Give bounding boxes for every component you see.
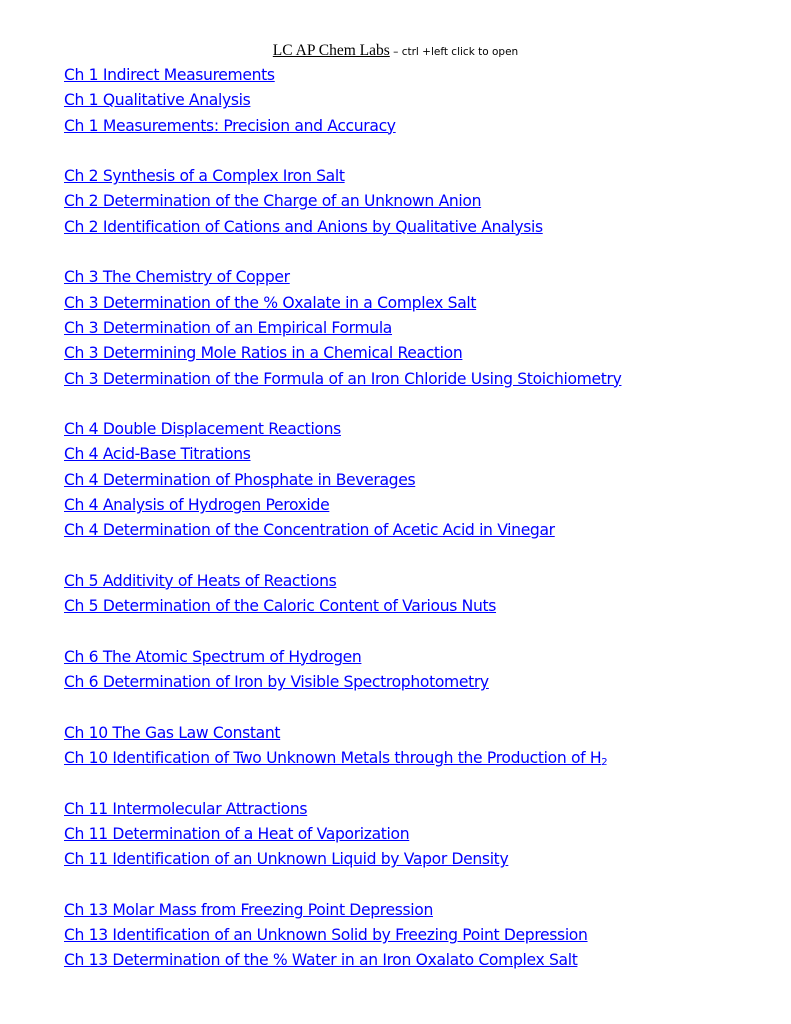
lab-link[interactable]: Ch 11 Intermolecular Attractions xyxy=(64,799,308,818)
lab-link[interactable]: Ch 13 Determination of the % Water in an Iron Oxalato Complex Salt xyxy=(64,951,578,970)
lab-link[interactable]: Ch 13 Molar Mass from Freezing Point Depression xyxy=(64,900,433,919)
lab-link[interactable]: Ch 10 The Gas Law Constant xyxy=(64,723,281,742)
lab-link[interactable]: Ch 3 Determination of an Empirical Formula xyxy=(64,318,393,337)
lab-link[interactable]: Ch 6 Determination of Iron by Visible Spectrophotometry xyxy=(64,673,489,692)
lab-link[interactable] xyxy=(64,746,764,771)
chapter-2-group xyxy=(64,164,764,240)
lab-link[interactable]: Ch 2 Identification of Cations and Anions by Qualitative Analysis xyxy=(64,217,543,236)
lab-link[interactable]: Ch 4 Double Displacement Reactions xyxy=(64,420,341,439)
lab-link[interactable]: Ch 1 Indirect Measurements xyxy=(64,66,275,84)
page-title: LC AP Chem Labs xyxy=(272,42,390,59)
lab-link[interactable]: Ch 4 Determination of the Concentration of Acetic Acid in Vinegar xyxy=(64,521,555,540)
lab-link[interactable]: Ch 11 Identification of an Unknown Liquid by Vapor Density xyxy=(64,850,509,869)
lab-link[interactable]: Ch 2 Synthesis of a Complex Iron Salt xyxy=(64,167,345,186)
header-note: – ctrl +left click to open xyxy=(389,46,519,58)
lab-link[interactable]: Ch 5 Additivity of Heats of Reactions xyxy=(64,571,337,590)
chapter-4-group xyxy=(64,417,764,543)
lab-link[interactable]: Ch 5 Determination of the Caloric Content of Various Nuts xyxy=(64,597,497,616)
lab-link[interactable]: Ch 3 Determination of the Formula of an Iron Chloride Using Stoichiometry xyxy=(64,369,622,388)
lab-link[interactable]: Ch 11 Determination of a Heat of Vaporization xyxy=(64,824,410,843)
lab-link[interactable]: Ch 4 Acid-Base Titrations xyxy=(64,445,251,464)
lab-link-text: Ch 10 Identification of Two Unknown Metals through the Production of H xyxy=(64,749,602,768)
lab-link[interactable]: Ch 1 Measurements: Precision and Accuracy xyxy=(64,116,396,135)
chapter-10-group xyxy=(64,721,764,772)
lab-link[interactable]: Ch 1 Qualitative Analysis xyxy=(64,91,251,110)
chapter-6-group xyxy=(64,645,764,696)
chapter-3-group xyxy=(64,265,764,391)
lab-link[interactable]: Ch 4 Determination of Phosphate in Beverages xyxy=(64,470,416,489)
chapter-11-group xyxy=(64,797,764,873)
lab-link[interactable]: Ch 13 Identification of an Unknown Solid by Freezing Point Depression xyxy=(64,926,588,945)
lab-link[interactable]: Ch 2 Determination of the Charge of an Unknown Anion xyxy=(64,192,482,211)
lab-link[interactable]: Ch 4 Analysis of Hydrogen Peroxide xyxy=(64,496,330,515)
subscript-2: 2 xyxy=(601,757,608,769)
chapter-13-group xyxy=(64,898,764,974)
lab-link[interactable]: Ch 3 Determination of the % Oxalate in a Complex Salt xyxy=(64,293,477,312)
chapter-1-group xyxy=(64,63,764,139)
page-header xyxy=(0,41,791,62)
chapter-5-group xyxy=(64,569,764,620)
lab-link[interactable]: Ch 6 The Atomic Spectrum of Hydrogen xyxy=(64,647,362,666)
lab-link-list xyxy=(64,63,764,999)
lab-link[interactable]: Ch 3 Determining Mole Ratios in a Chemical Reaction xyxy=(64,344,463,363)
lab-link[interactable]: Ch 3 The Chemistry of Copper xyxy=(64,268,290,287)
